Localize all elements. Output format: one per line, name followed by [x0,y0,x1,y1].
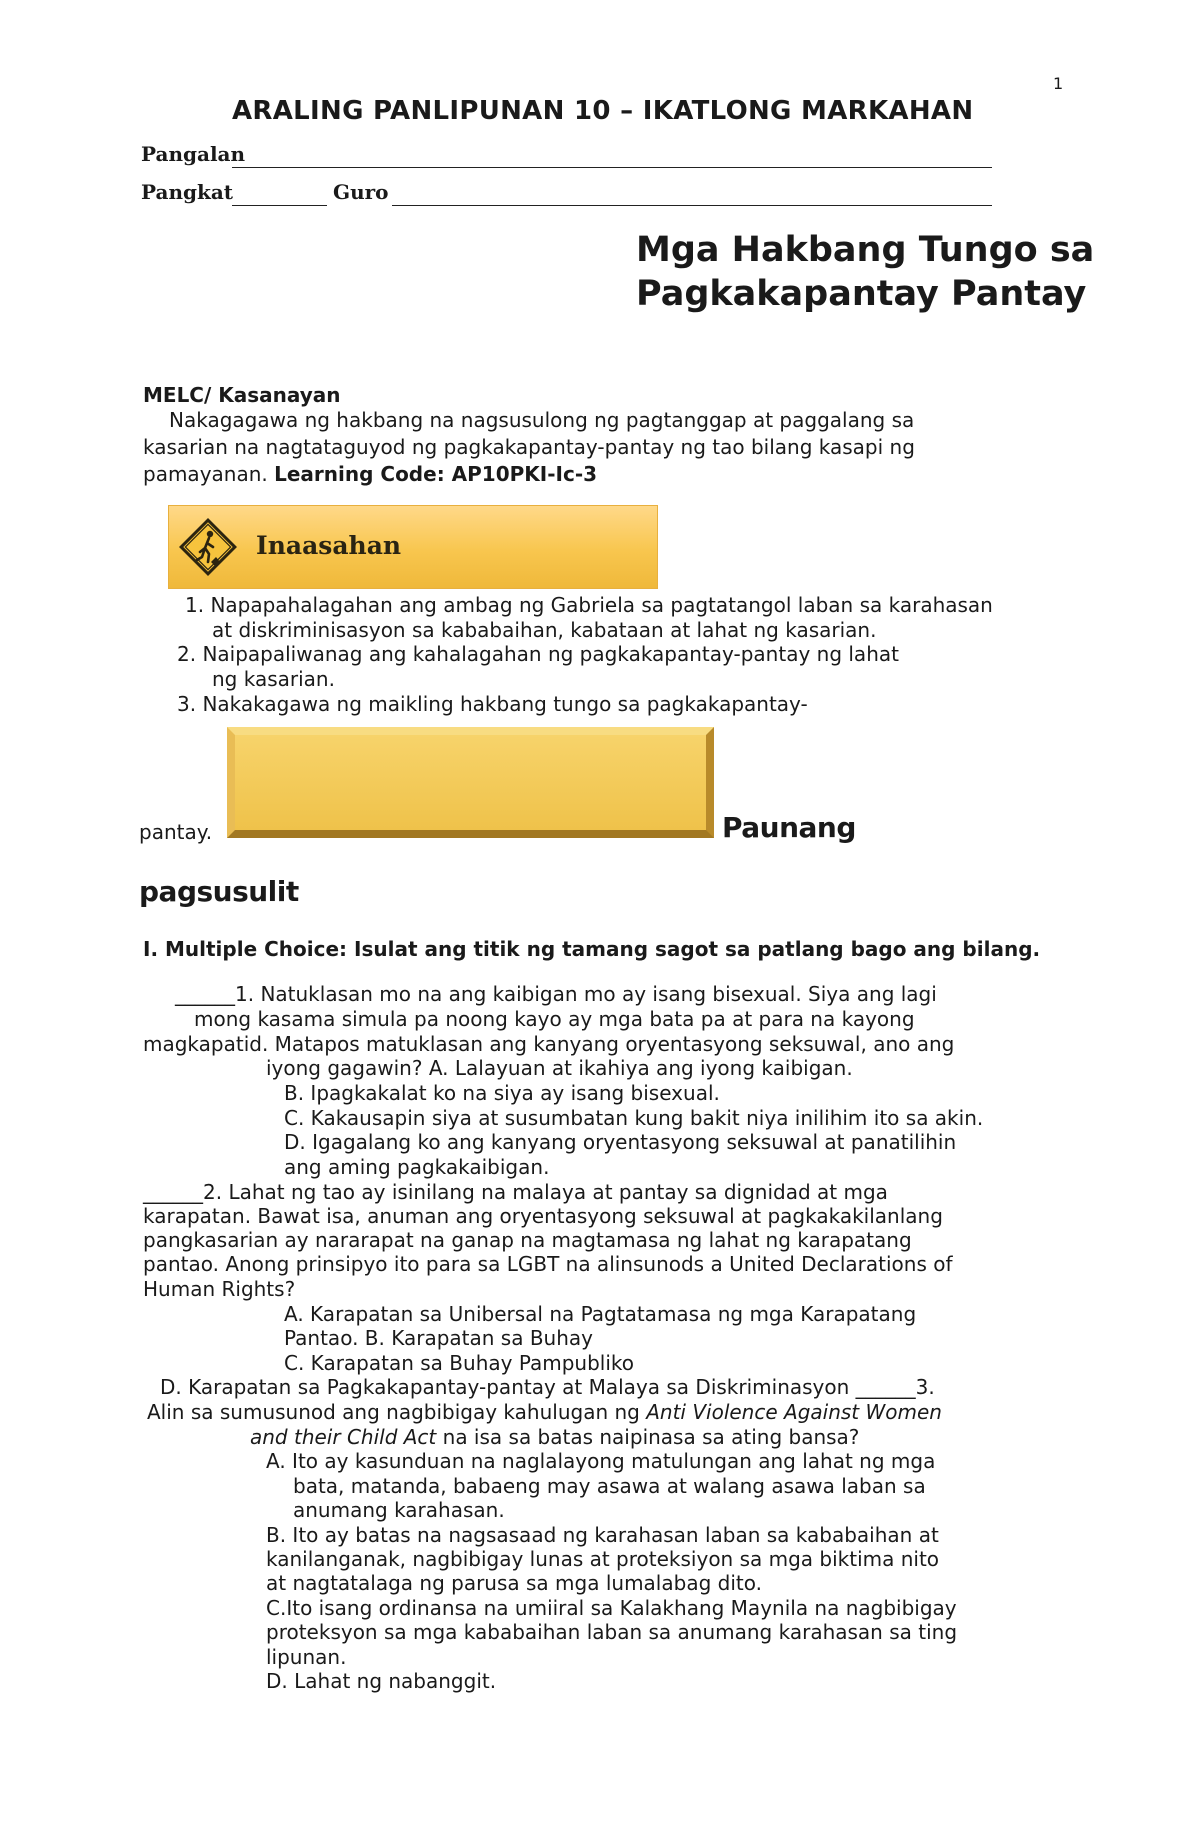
multiple-choice-heading: I. Multiple Choice: Isulat ang titik ng tamang sagot sa patlang bago ang bilang. [143,937,1041,961]
document-title: ARALING PANLIPUNAN 10 – IKATLONG MARKAHAN [232,96,974,126]
q3-line1-italic: Anti Violence Against Women [646,1400,942,1424]
q3-option-a-cont1: bata, matanda, babaeng may asawa at walang asawa laban sa [293,1474,926,1498]
q3-line2-italic: and their Child Act [250,1425,437,1449]
inaasahan-item-3-tail: pantay. [139,820,213,844]
q3-option-c-cont1: proteksyon sa mga kababaihan laban sa anumang karahasan sa ting [266,1620,958,1644]
paunang-pagsusulit-banner [227,727,714,838]
lesson-title-line2: Pagkakapantay Pantay [636,274,1087,314]
melc-line2: kasarian na nagtataguyod ng pagkakapantay-pantay ng tao bilang kasapi ng [143,435,915,459]
page-number: 1 [1053,74,1064,93]
pangkat-line[interactable] [232,205,327,206]
pangalan-label: Pangalan [141,142,246,166]
q3-option-a: A. Ito ay kasunduan na naglalayong matulungan ang lahat ng mga [266,1449,936,1473]
q3-line2 [250,1425,859,1450]
melc-heading: MELC/ Kasanayan [143,383,341,407]
q2-line3: pangkasarian ay nararapat na ganap na magtamasa ng lahat ng karapatang [143,1228,912,1252]
q1-option-d-cont: ang aming pagkakaibigan. [284,1155,550,1179]
q3-line1-prefix: Alin sa sumusunod ang nagbibigay kahulugan ng [147,1400,640,1424]
inaasahan-banner [168,505,658,589]
melc-line3-prefix: pamayanan. [143,462,268,486]
q3-option-b: B. Ito ay batas na nagsasaad ng karahasan laban sa kababaihan at [266,1523,939,1547]
lesson-title-line1: Mga Hakbang Tungo sa [636,230,1095,270]
pangalan-line[interactable] [232,167,992,168]
melc-line3 [143,462,597,487]
inaasahan-item-2: 2. Naipapaliwanag ang kahalagahan ng pagkakapantay-pantay ng lahat [177,642,899,666]
inaasahan-item-3: 3. Nakakagawa ng maikling hakbang tungo sa pagkakapantay- [177,692,808,716]
q2-line1: ______2. Lahat ng tao ay isinilang na malaya at pantay sa dignidad at mga [143,1180,888,1204]
q2-line2: karapatan. Bawat isa, anuman ang oryentasyong seksuwal at pagkakakilanlang [143,1204,943,1228]
q2-option-a: A. Karapatan sa Unibersal na Pagtatamasa ng mga Karapatang [284,1302,917,1326]
q2-option-a-cont: Pantao. B. Karapatan sa Buhay [284,1326,594,1350]
q1-line3: magkapatid. Matapos matuklasan ang kanyang oryentasyong seksuwal, ano ang [143,1032,955,1056]
q2-option-d: D. Karapatan sa Pagkakapantay-pantay at Malaya sa Diskriminasyon ______3. [160,1375,935,1399]
q1-option-b: B. Ipagkakalat ko na siya ay isang bisexual. [284,1081,720,1105]
pedestrian-warning-sign-icon [178,517,238,577]
q3-option-b-cont2: at nagtatalaga ng parusa sa mga lumalabag dito. [266,1571,762,1595]
paunang-label: Paunang [722,811,856,844]
learning-code: Learning Code: AP10PKI-Ic-3 [274,462,598,486]
melc-line1: Nakagagawa ng hakbang na nagsusulong ng pagtanggap at paggalang sa [169,408,915,432]
q2-line4: pantao. Anong prinsipyo ito para sa LGBT na alinsunods a United Declarations of [143,1252,953,1276]
q2-line5: Human Rights? [143,1277,296,1301]
guro-line[interactable] [392,205,992,206]
inaasahan-item-1-cont: at diskriminisasyon sa kababaihan, kabataan at lahat ng kasarian. [212,618,877,642]
q1-option-c: C. Kakausapin siya at susumbatan kung bakit niya inilihim ito sa akin. [284,1106,984,1130]
pangkat-label: Pangkat [141,180,234,204]
q3-line2-suffix: na isa sa batas naipinasa sa ating bansa? [442,1425,860,1449]
q3-option-b-cont1: kanilanganak, nagbibigay lunas at proteksiyon sa mga biktima nito [266,1547,940,1571]
guro-label: Guro [333,180,389,204]
inaasahan-item-1: 1. Napapahalagahan ang ambag ng Gabriela sa pagtatangol laban sa karahasan [185,593,993,617]
q3-line1 [147,1400,942,1425]
q3-option-d: D. Lahat ng nabanggit. [266,1669,497,1693]
q1-line1: ______1. Natuklasan mo na ang kaibigan mo ay isang bisexual. Siya ang lagi [175,982,937,1006]
q1-line4: iyong gagawin? A. Lalayuan at ikahiya ang iyong kaibigan. [266,1056,853,1080]
q1-line2: mong kasama simula pa noong kayo ay mga bata pa at para na kayong [194,1007,915,1031]
inaasahan-label: Inaasahan [256,531,402,560]
lesson-title [636,228,1116,316]
pagsusulit-label: pagsusulit [139,875,299,908]
q3-option-a-cont2: anumang karahasan. [293,1498,505,1522]
q3-option-c: C.Ito isang ordinansa na umiiral sa Kalakhang Maynila na nagbibigay [266,1596,957,1620]
q2-option-c: C. Karapatan sa Buhay Pampubliko [284,1351,634,1375]
q1-option-d: D. Igagalang ko ang kanyang oryentasyong seksuwal at panatilihin [284,1130,957,1154]
q3-option-c-cont2: lipunan. [266,1645,347,1669]
inaasahan-item-2-cont: ng kasarian. [212,667,335,691]
